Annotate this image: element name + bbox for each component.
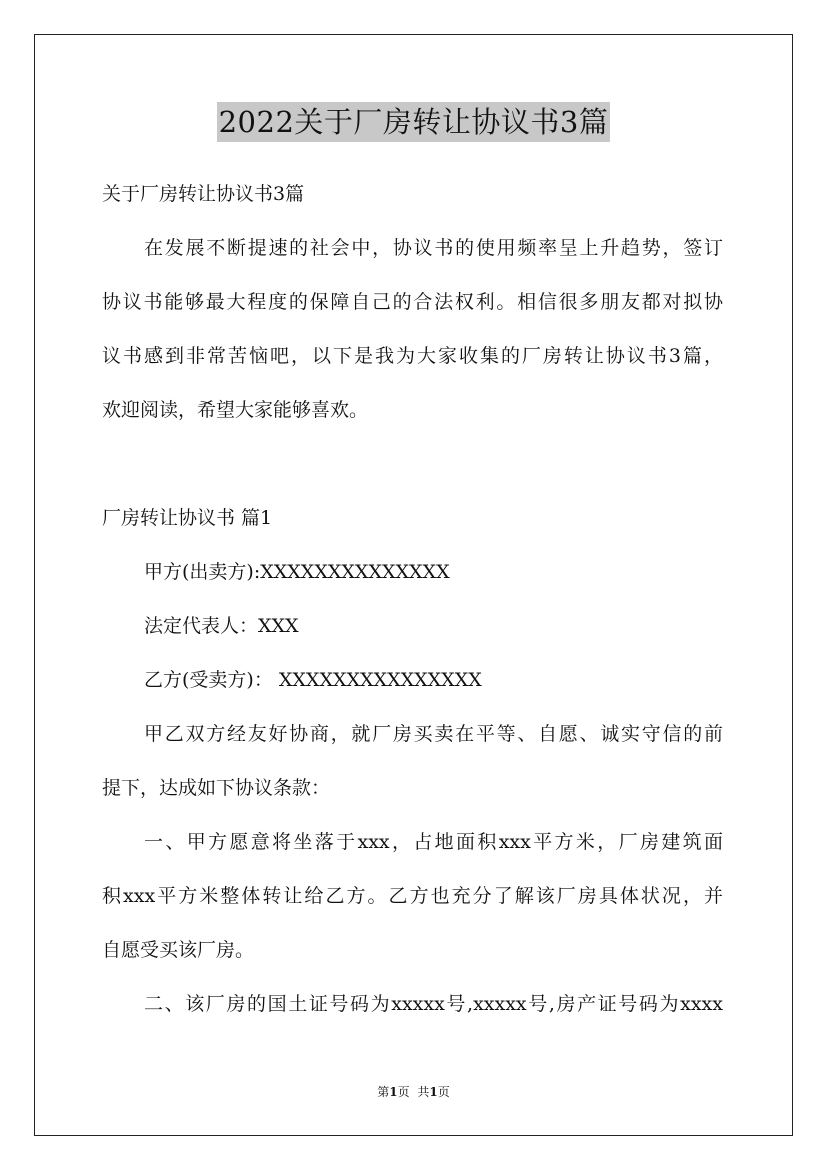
intro-paragraph-line-4: 欢迎阅读，希望大家能够喜欢。 — [102, 399, 369, 421]
clause-1-line-1: 一、甲方愿意将坐落于xxx，占地面积xxx平方米，厂房建筑面 — [144, 831, 723, 853]
page-number: 1 — [389, 1085, 398, 1099]
total-label-suffix: 页 — [437, 1085, 450, 1099]
clause-1-line-3: 自愿受买该厂房。 — [102, 939, 255, 961]
clause-2-line-1: 二、该厂房的国土证号码为xxxxx号,xxxxx号,房产证号码为xxxx — [144, 993, 723, 1015]
party-a-line: 甲方(出卖方):XXXXXXXXXXXXXX — [144, 561, 450, 583]
party-b-line: 乙方(受卖方)： XXXXXXXXXXXXXXX — [144, 669, 482, 691]
subtitle-line: 关于厂房转让协议书3篇 — [102, 183, 305, 205]
intro-paragraph-line-3: 议书感到非常苦恼吧，以下是我为大家收集的厂房转让协议书3篇， — [102, 345, 723, 367]
page-label-prefix: 第 — [377, 1085, 390, 1099]
title-area — [0, 102, 827, 142]
section-heading: 厂房转让协议书 篇1 — [102, 507, 273, 529]
document-title: 2022关于厂房转让协议书3篇 — [217, 102, 611, 142]
clause-1-line-2: 积xxx平方米整体转让给乙方。乙方也充分了解该厂房具体状况，并 — [102, 885, 723, 907]
intro-paragraph-line-1: 在发展不断提速的社会中，协议书的使用频率呈上升趋势，签订 — [144, 237, 723, 259]
total-label-prefix: 共 — [417, 1085, 430, 1099]
agreement-intro-line-1: 甲乙双方经友好协商，就厂房买卖在平等、自愿、诚实守信的前 — [144, 723, 723, 745]
page-footer — [0, 1084, 827, 1100]
intro-paragraph-line-2: 协议书能够最大程度的保障自己的合法权利。相信很多朋友都对拟协 — [102, 291, 723, 313]
legal-rep-line: 法定代表人：XXX — [144, 615, 299, 637]
total-pages: 1 — [429, 1085, 438, 1099]
page-label-suffix: 页 — [397, 1085, 410, 1099]
agreement-intro-line-2: 提下，达成如下协议条款： — [102, 777, 331, 799]
